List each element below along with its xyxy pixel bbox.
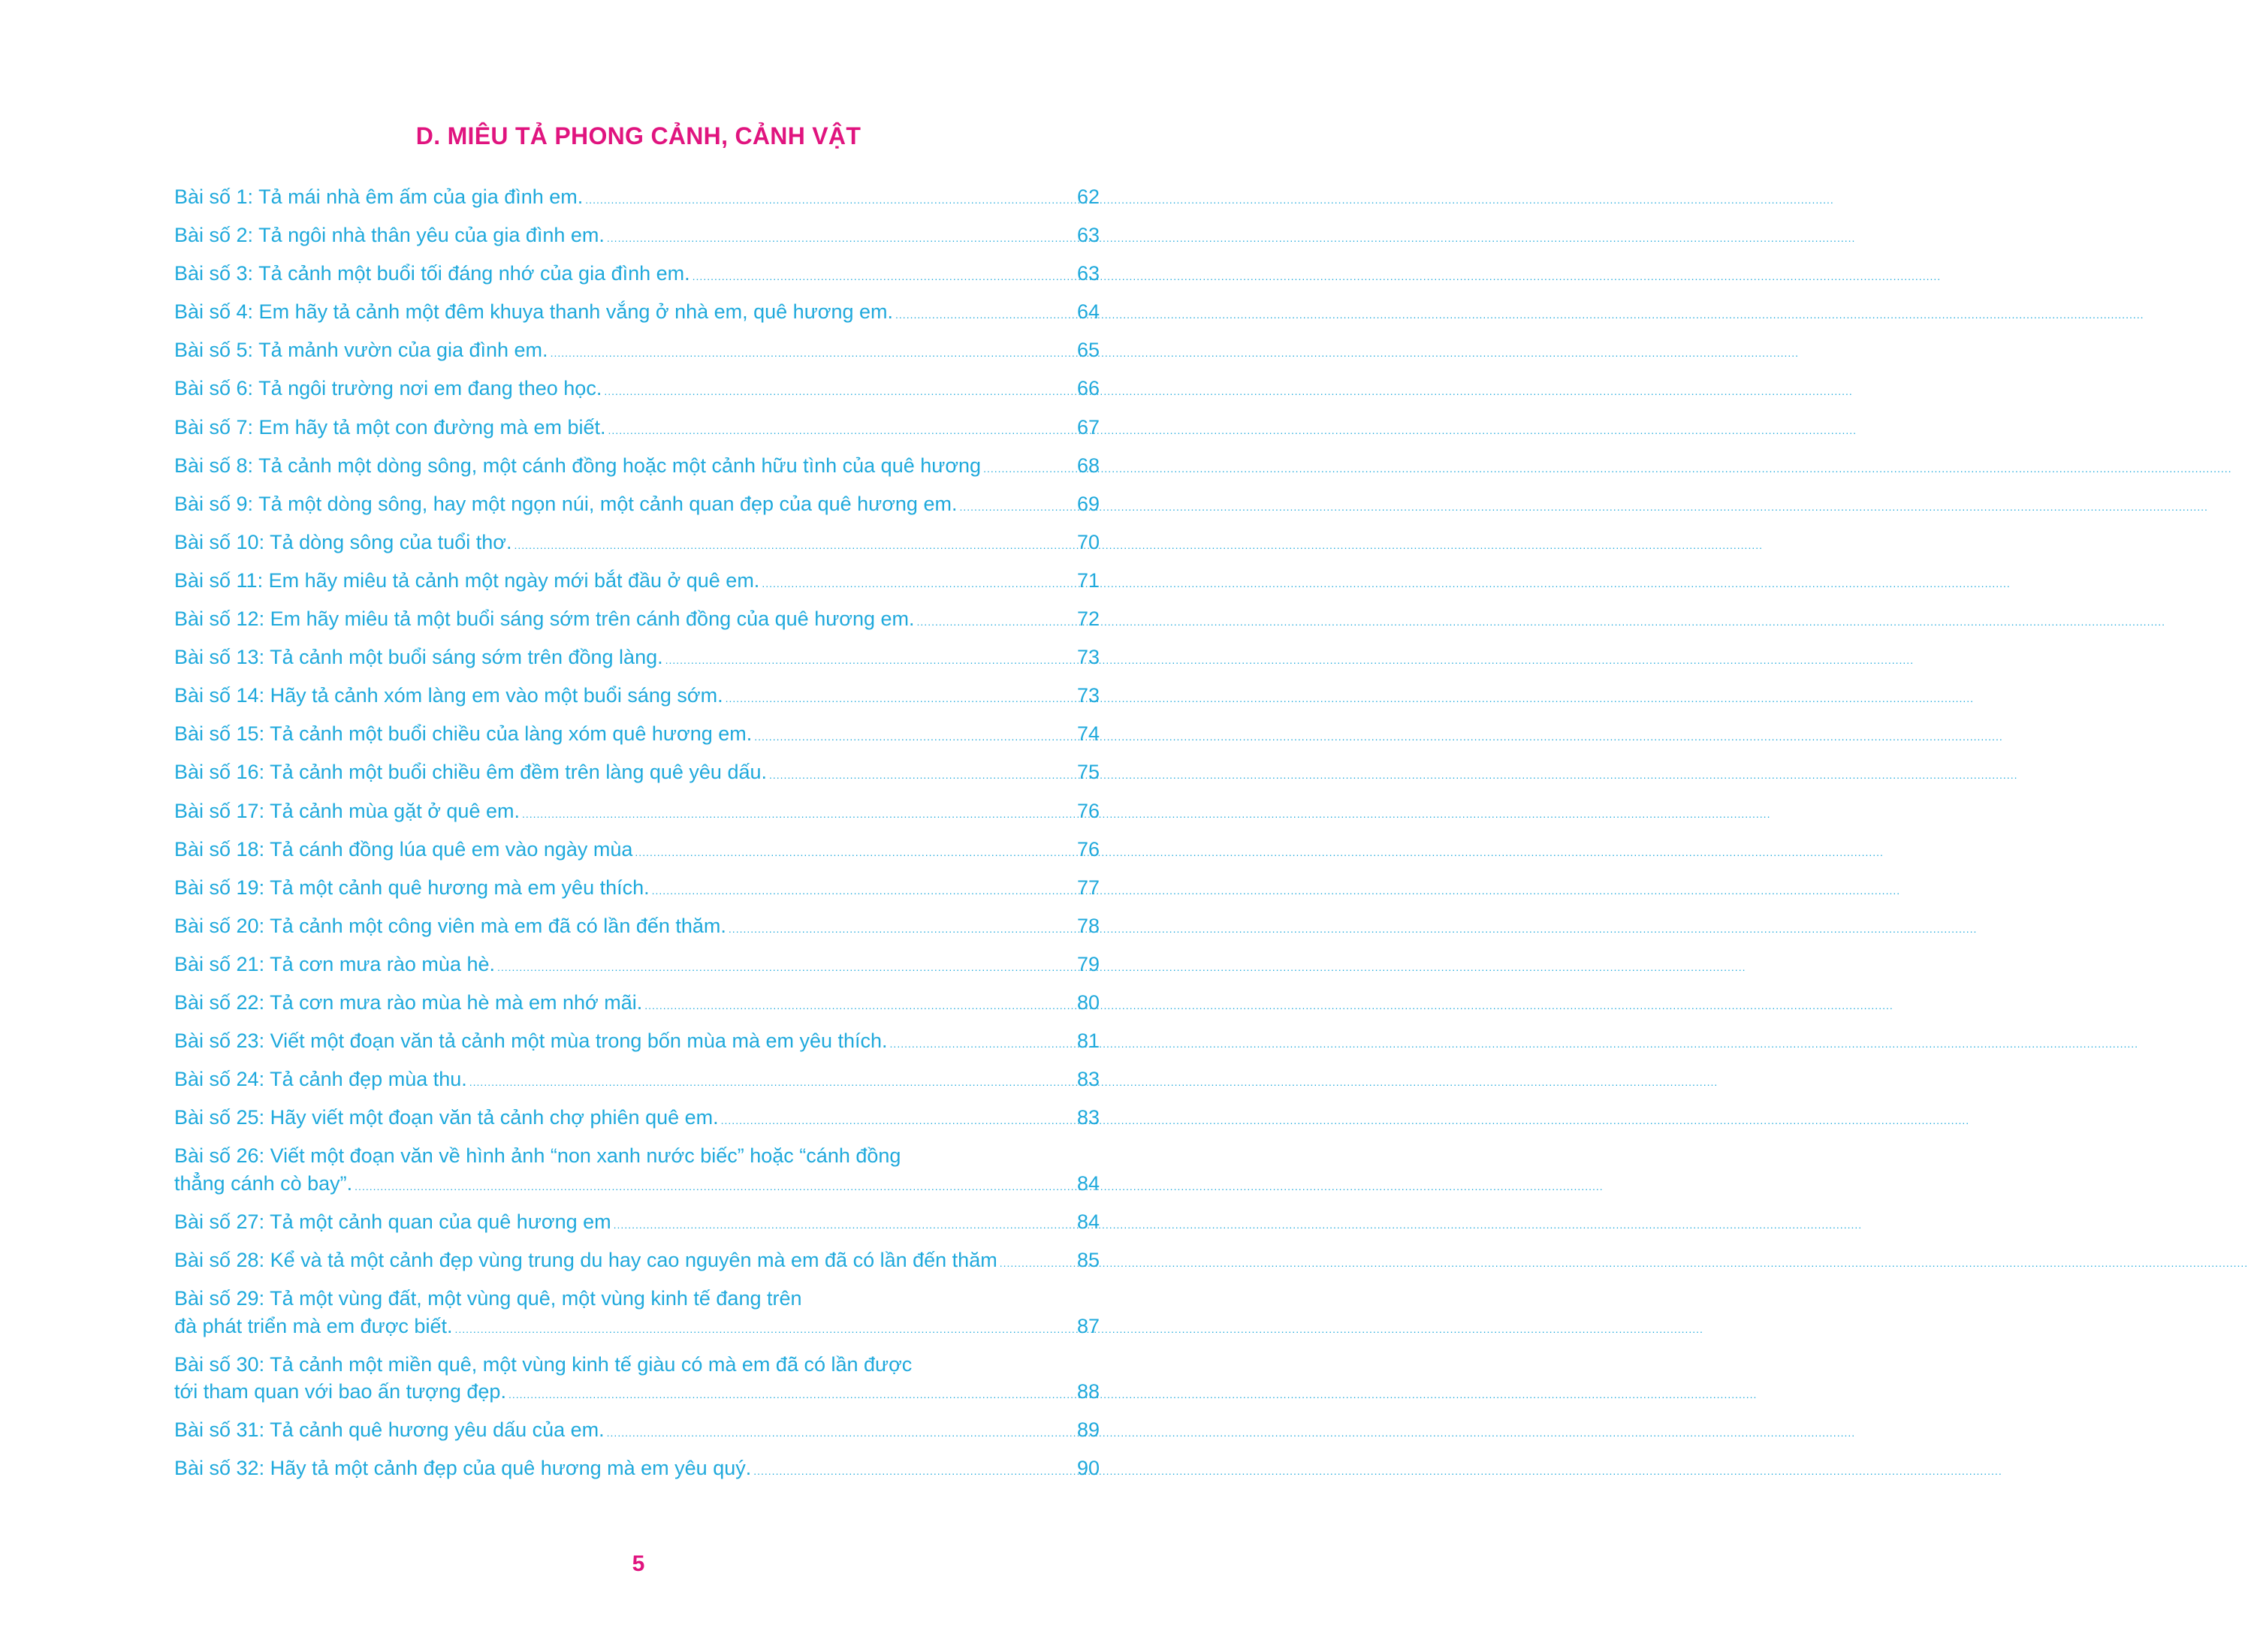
toc-entry-page-number: 62 <box>1076 185 1100 208</box>
toc-entry-title: Bài số 23: Viết một đoạn văn tả cảnh một mùa trong bốn mùa mà em yêu thích. <box>174 1029 888 1053</box>
toc-entry[interactable] <box>174 1027 1100 1055</box>
toc-entry-page-number: 84 <box>1076 1210 1100 1233</box>
toc-entry-title: Bài số 12: Em hãy miêu tả một buổi sáng sớm trên cánh đồng của quê hương em. <box>174 607 915 631</box>
toc-entry-title: Bài số 7: Em hãy tả một con đường mà em biết. <box>174 415 606 439</box>
toc-entry-line <box>174 644 1100 671</box>
toc-entry-page-number: 85 <box>1076 1249 1100 1272</box>
toc-entry[interactable] <box>174 414 1100 442</box>
dot-leader <box>1000 1258 1075 1268</box>
toc-entry-page-number: 68 <box>1076 454 1100 477</box>
dot-leader <box>665 655 1075 665</box>
toc-entry-title: Bài số 18: Tả cánh đồng lúa quê em vào ngày mùa <box>174 837 633 861</box>
toc-entry[interactable] <box>174 1208 1100 1236</box>
dot-leader <box>607 233 1075 243</box>
toc-entry-title: thẳng cánh cò bay”. <box>174 1171 353 1195</box>
toc-entry-line <box>174 1313 1100 1340</box>
toc-entry-line <box>174 1455 1100 1482</box>
toc-entry[interactable] <box>174 567 1100 595</box>
toc-entry-line <box>174 682 1100 710</box>
dot-leader <box>726 693 1075 704</box>
dot-leader <box>959 502 1075 512</box>
toc-entry-page-number: 65 <box>1076 339 1100 362</box>
dot-leader <box>608 425 1075 436</box>
toc-entry-title: tới tham quan với bao ấn tượng đẹp. <box>174 1380 506 1403</box>
toc-entry-page-number: 74 <box>1076 722 1100 746</box>
toc-entry-line <box>174 1066 1100 1093</box>
toc-entry-page-number: 70 <box>1076 530 1100 553</box>
toc-entry-title: Bài số 13: Tả cảnh một buổi sáng sớm trên đồng làng. <box>174 646 663 669</box>
dot-leader <box>693 271 1075 282</box>
toc-entry-title: Bài số 10: Tả dòng sông của tuổi thơ. <box>174 530 512 553</box>
toc-entry-line <box>174 989 1100 1017</box>
toc-entry-title: Bài số 27: Tả một cảnh quan của quê hương em <box>174 1210 611 1233</box>
dot-leader <box>551 348 1075 358</box>
toc-entry-title: Bài số 5: Tả mảnh vườn của gia đình em. <box>174 339 548 362</box>
toc-entry-title: Bài số 3: Tả cảnh một buổi tối đáng nhớ của gia đình em. <box>174 262 690 285</box>
toc-entry-line <box>174 490 1100 518</box>
toc-entry[interactable] <box>174 951 1100 978</box>
dot-leader <box>753 1466 1075 1476</box>
dot-leader <box>754 731 1075 742</box>
toc-entry-line <box>174 375 1100 402</box>
toc-entry-title: Bài số 14: Hãy tả cảnh xóm làng em vào một buổi sáng sớm. <box>174 684 723 707</box>
dot-leader <box>917 616 1075 627</box>
dot-leader <box>497 962 1075 972</box>
toc-entry-line <box>174 222 1100 249</box>
toc-entry-page-number: 72 <box>1076 607 1100 631</box>
toc-entry-line <box>174 452 1100 480</box>
toc-entry[interactable] <box>174 912 1100 940</box>
toc-entry-line <box>174 951 1100 978</box>
toc-entry[interactable] <box>174 1285 1100 1340</box>
toc-entry-page-number: 71 <box>1076 568 1100 592</box>
toc-entry-line <box>174 1027 1100 1055</box>
toc-entry-page-number: 83 <box>1076 1068 1100 1091</box>
toc-entry[interactable] <box>174 605 1100 633</box>
table-of-contents <box>174 183 1100 1494</box>
toc-entry-page-number: 77 <box>1076 876 1100 899</box>
toc-entry-line <box>174 1170 1100 1198</box>
toc-entry[interactable] <box>174 836 1100 864</box>
toc-entry-title: Bài số 24: Tả cảnh đẹp mùa thu. <box>174 1068 467 1091</box>
toc-entry[interactable] <box>174 1104 1100 1132</box>
toc-entry-title: Bài số 16: Tả cảnh một buổi chiều êm đềm trên làng quê yêu dấu. <box>174 761 767 784</box>
toc-entry-page-number: 79 <box>1076 952 1100 975</box>
toc-entry-line <box>174 758 1100 786</box>
toc-entry-page-number: 83 <box>1076 1106 1100 1129</box>
toc-entry-title: Bài số 20: Tả cảnh một công viên mà em đã có lần đến thăm. <box>174 914 726 937</box>
toc-entry-page-number: 76 <box>1076 837 1100 861</box>
toc-entry-title-first-line: Bài số 26: Viết một đoạn văn về hình ảnh “non xanh nước biếc” hoặc “cánh đồng <box>174 1144 901 1168</box>
toc-entry[interactable] <box>174 260 1100 288</box>
toc-entry-title: Bài số 2: Tả ngôi nhà thân yêu của gia đình em. <box>174 224 605 247</box>
toc-entry[interactable] <box>174 1247 1100 1274</box>
toc-entry-line <box>174 298 1100 326</box>
toc-entry-page-number: 63 <box>1076 224 1100 247</box>
toc-entry[interactable] <box>174 222 1100 249</box>
toc-entry-title: Bài số 4: Em hãy tả cảnh một đêm khuya thanh vắng ở nhà em, quê hương em. <box>174 300 894 324</box>
toc-entry-title: Bài số 25: Hãy viết một đoạn văn tả cảnh chợ phiên quê em. <box>174 1106 719 1129</box>
toc-entry-title: Bài số 6: Tả ngôi trường nơi em đang theo học. <box>174 377 602 400</box>
dot-leader <box>522 809 1075 819</box>
dot-leader <box>514 540 1075 550</box>
toc-entry-page-number: 78 <box>1076 914 1100 937</box>
toc-entry-page-number: 63 <box>1076 262 1100 285</box>
toc-entry-page-number: 64 <box>1076 300 1100 324</box>
toc-entry[interactable] <box>174 375 1100 402</box>
toc-entry-title: Bài số 21: Tả cơn mưa rào mùa hè. <box>174 952 495 975</box>
toc-entry[interactable] <box>174 1142 1100 1197</box>
toc-entry-title: Bài số 22: Tả cơn mưa rào mùa hè mà em nhớ mãi. <box>174 990 643 1014</box>
dot-leader <box>729 924 1075 934</box>
toc-entry-line <box>174 336 1100 364</box>
toc-entry[interactable] <box>174 490 1100 518</box>
toc-entry-page-number: 75 <box>1076 761 1100 784</box>
toc-entry-page-number: 73 <box>1076 646 1100 669</box>
dot-leader <box>508 1389 1075 1400</box>
toc-entry-title: Bài số 8: Tả cảnh một dòng sông, một cánh đồng hoặc một cảnh hữu tình của quê hương <box>174 454 982 477</box>
toc-entry-line <box>174 1416 1100 1444</box>
toc-entry-page-number: 80 <box>1076 990 1100 1014</box>
dot-leader <box>895 309 1075 320</box>
toc-entry-title: Bài số 28: Kể và tả một cảnh đẹp vùng trung du hay cao nguyên mà em đã có lần đến thăm <box>174 1249 997 1272</box>
toc-entry-title: Bài số 11: Em hãy miêu tả cảnh một ngày mới bắt đầu ở quê em. <box>174 568 760 592</box>
toc-entry[interactable] <box>174 298 1100 326</box>
toc-entry-page-number: 67 <box>1076 415 1100 439</box>
dot-leader <box>635 847 1075 858</box>
dot-leader <box>644 1000 1075 1011</box>
dot-leader <box>469 1077 1075 1087</box>
dot-leader <box>762 578 1075 589</box>
toc-entry[interactable] <box>174 644 1100 671</box>
dot-leader <box>604 386 1075 396</box>
toc-entry-title: Bài số 32: Hãy tả một cảnh đẹp của quê hương mà em yêu quý. <box>174 1457 752 1480</box>
toc-entry-line <box>174 874 1100 902</box>
toc-entry-page-number: 89 <box>1076 1418 1100 1442</box>
toc-entry[interactable] <box>174 183 1100 211</box>
toc-entry-line <box>174 567 1100 595</box>
toc-entry-line <box>174 836 1100 864</box>
toc-entry-line <box>174 414 1100 442</box>
section-title: D. MIÊU TẢ PHONG CẢNH, CẢNH VẬT <box>415 122 861 149</box>
toc-entry-title: Bài số 1: Tả mái nhà êm ấm của gia đình em. <box>174 185 584 208</box>
toc-entry-line <box>174 1208 1100 1236</box>
toc-entry-title: Bài số 9: Tả một dòng sông, hay một ngọn núi, một cảnh quan đẹp của quê hương em. <box>174 492 958 515</box>
toc-entry-page-number: 76 <box>1076 799 1100 822</box>
toc-entry[interactable] <box>174 720 1100 748</box>
toc-entry-line <box>174 1378 1100 1406</box>
toc-entry-title: Bài số 17: Tả cảnh mùa gặt ở quê em. <box>174 799 520 822</box>
toc-entry[interactable] <box>174 682 1100 710</box>
toc-entry-line <box>174 183 1100 211</box>
toc-entry-line <box>174 529 1100 556</box>
toc-entry-page-number: 66 <box>1076 377 1100 400</box>
toc-entry-line <box>174 912 1100 940</box>
toc-entry[interactable] <box>174 452 1100 480</box>
toc-entry[interactable] <box>174 1351 1100 1406</box>
toc-entry-page-number: 90 <box>1076 1457 1100 1480</box>
toc-entry-line <box>174 1104 1100 1132</box>
toc-entry-title: Bài số 15: Tả cảnh một buổi chiều của làng xóm quê hương em. <box>174 722 753 746</box>
toc-entry[interactable] <box>174 1416 1100 1444</box>
dot-leader <box>652 885 1075 896</box>
toc-entry-line <box>174 260 1100 288</box>
toc-entry[interactable] <box>174 336 1100 364</box>
toc-entry-line <box>174 1247 1100 1274</box>
dot-leader <box>721 1115 1075 1126</box>
dot-leader <box>454 1324 1074 1334</box>
toc-entry[interactable] <box>174 758 1100 786</box>
toc-entry-page-number: 73 <box>1076 684 1100 707</box>
toc-entry-page-number: 88 <box>1076 1380 1100 1403</box>
dot-leader <box>585 194 1075 205</box>
dot-leader <box>355 1181 1075 1192</box>
toc-entry-line <box>174 797 1100 825</box>
toc-entry[interactable] <box>174 797 1100 825</box>
toc-entry-title: Bài số 19: Tả một cảnh quê hương mà em yêu thích. <box>174 876 650 899</box>
page-number: 5 <box>632 1551 645 1576</box>
dot-leader <box>983 463 1075 474</box>
toc-entry[interactable] <box>174 1455 1100 1482</box>
toc-entry-page-number: 87 <box>1076 1314 1100 1337</box>
toc-entry[interactable] <box>174 874 1100 902</box>
toc-entry-title: Bài số 31: Tả cảnh quê hương yêu dấu của em. <box>174 1418 605 1442</box>
toc-entry-title-first-line: Bài số 29: Tả một vùng đất, một vùng quê, một vùng kinh tế đang trên <box>174 1287 802 1310</box>
toc-entry[interactable] <box>174 989 1100 1017</box>
dot-leader <box>614 1219 1075 1230</box>
toc-entry-page-number: 81 <box>1076 1029 1100 1053</box>
toc-entry-title: đà phát triển mà em được biết. <box>174 1314 453 1337</box>
toc-entry-title-first-line: Bài số 30: Tả cảnh một miền quê, một vùng kinh tế giàu có mà em đã có lần được <box>174 1352 913 1376</box>
dot-leader <box>769 770 1075 780</box>
toc-entry[interactable] <box>174 529 1100 556</box>
dot-leader <box>607 1427 1075 1438</box>
toc-entry[interactable] <box>174 1066 1100 1093</box>
toc-entry-page-number: 69 <box>1076 492 1100 515</box>
toc-entry-line <box>174 605 1100 633</box>
toc-entry-line <box>174 720 1100 748</box>
toc-entry-page-number: 84 <box>1076 1171 1100 1195</box>
dot-leader <box>890 1039 1075 1049</box>
